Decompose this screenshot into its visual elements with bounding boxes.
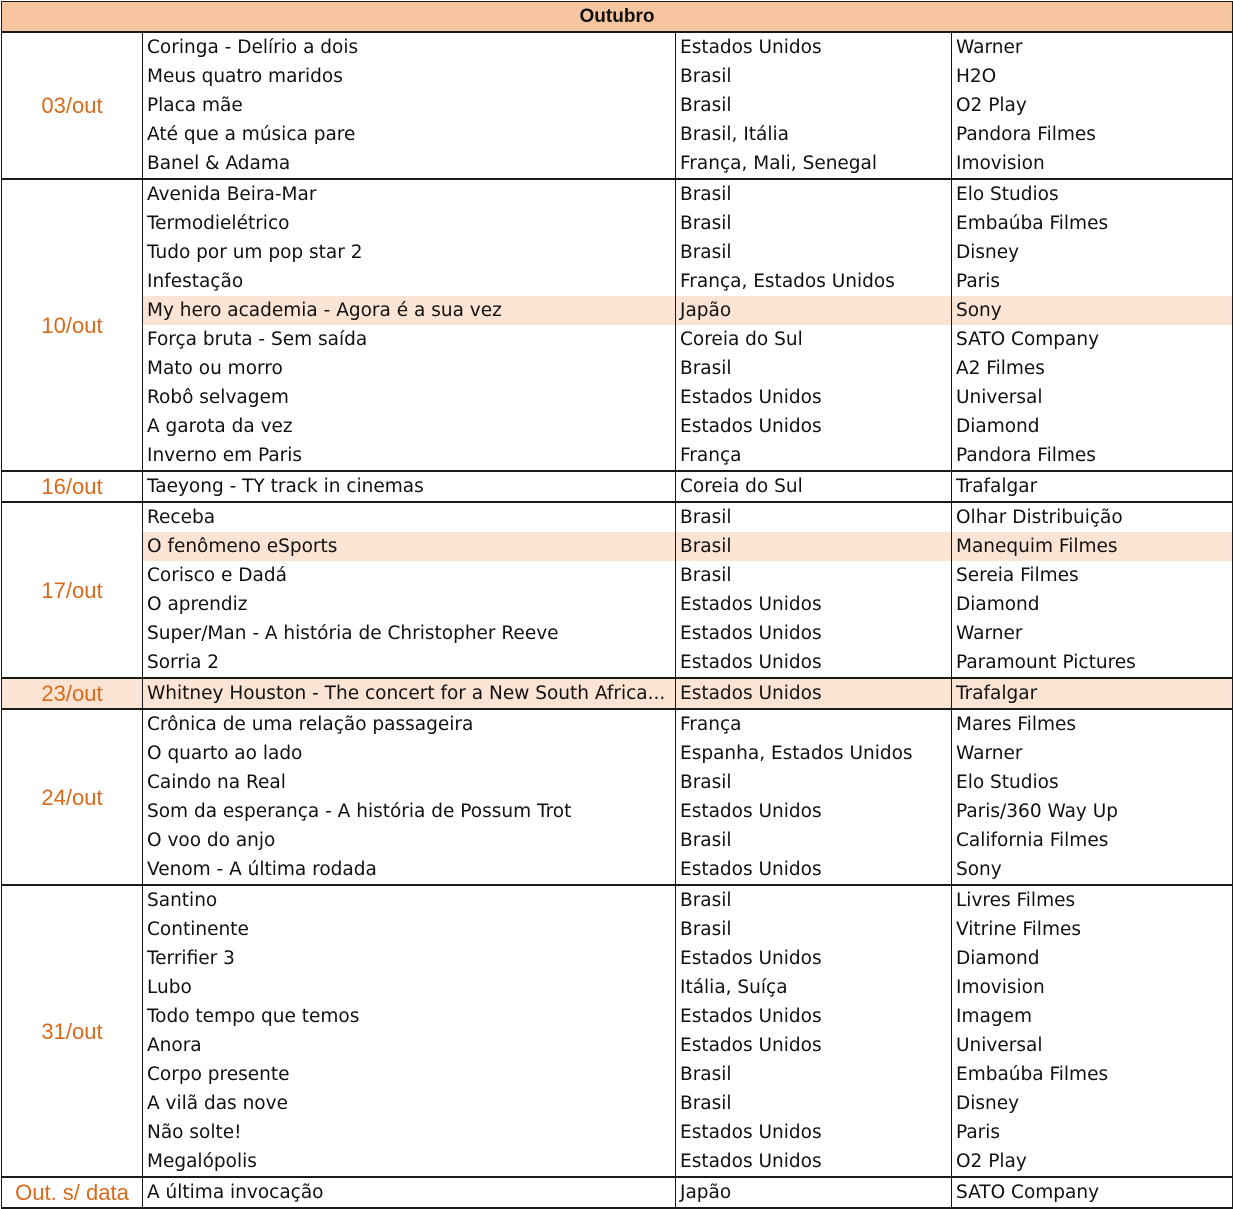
film-distributor: Warner [952,32,1233,62]
film-distributor: Trafalgar [952,678,1233,709]
film-country: Estados Unidos [676,1118,952,1147]
film-distributor: Mares Filmes [952,709,1233,739]
film-title: Robô selvagem [143,383,676,412]
film-distributor: Livres Filmes [952,885,1233,915]
table-row [2,739,1233,768]
table-row [2,120,1233,149]
table-row [2,855,1233,885]
film-distributor: Embaúba Filmes [952,1060,1233,1089]
table-row [2,915,1233,944]
table-row [2,32,1233,62]
table-row [2,1089,1233,1118]
film-country: Brasil [676,561,952,590]
table-row [2,354,1233,383]
film-title: Whitney Houston - The concert for a New South Africa... [143,678,676,709]
release-date: 17/out [2,502,143,678]
film-title: Inverno em Paris [143,441,676,471]
table-row [2,590,1233,619]
film-title: Avenida Beira-Mar [143,179,676,209]
film-title: My hero academia - Agora é a sua vez [143,296,676,325]
table-row [2,768,1233,797]
film-distributor: Diamond [952,590,1233,619]
film-country: Brasil [676,915,952,944]
film-distributor: Pandora Filmes [952,441,1233,471]
table-row [2,1002,1233,1031]
film-distributor: Elo Studios [952,768,1233,797]
table-row [2,532,1233,561]
film-distributor: H2O [952,62,1233,91]
film-title: Sorria 2 [143,648,676,678]
table-row [2,973,1233,1002]
table-row [2,209,1233,238]
film-distributor: O2 Play [952,91,1233,120]
film-country: Brasil [676,532,952,561]
table-row [2,1060,1233,1089]
film-distributor: Disney [952,238,1233,267]
film-country: Estados Unidos [676,1031,952,1060]
table-row [2,62,1233,91]
table-row [2,179,1233,209]
film-country: Estados Unidos [676,944,952,973]
film-title: Anora [143,1031,676,1060]
film-distributor: Sereia Filmes [952,561,1233,590]
film-title: Meus quatro maridos [143,62,676,91]
film-distributor: Vitrine Filmes [952,915,1233,944]
film-title: A garota da vez [143,412,676,441]
film-distributor: Embaúba Filmes [952,209,1233,238]
film-country: Estados Unidos [676,1147,952,1177]
table-row [2,944,1233,973]
film-country: França [676,709,952,739]
film-distributor: SATO Company [952,325,1233,354]
film-title: Lubo [143,973,676,1002]
film-country: Brasil [676,826,952,855]
film-country: Estados Unidos [676,1002,952,1031]
film-distributor: Sony [952,855,1233,885]
table-row [2,296,1233,325]
release-schedule-table [1,1,1233,1209]
table-row [2,619,1233,648]
table-row [2,1031,1233,1060]
film-distributor: Imovision [952,149,1233,179]
film-title: Todo tempo que temos [143,1002,676,1031]
table-row [2,648,1233,678]
film-title: O quarto ao lado [143,739,676,768]
film-distributor: Elo Studios [952,179,1233,209]
film-title: Taeyong - TY track in cinemas [143,471,676,502]
film-country: Japão [676,1177,952,1208]
film-country: França, Estados Unidos [676,267,952,296]
table-row [2,267,1233,296]
film-distributor: California Filmes [952,826,1233,855]
release-date: 31/out [2,885,143,1177]
film-title: O fenômeno eSports [143,532,676,561]
table-row [2,325,1233,354]
film-country: Estados Unidos [676,590,952,619]
film-country: França [676,441,952,471]
film-distributor: Olhar Distribuição [952,502,1233,532]
table-row [2,1118,1233,1147]
film-distributor: Warner [952,619,1233,648]
film-title: Força bruta - Sem saída [143,325,676,354]
film-distributor: Imovision [952,973,1233,1002]
release-date: 16/out [2,471,143,502]
table-row [2,709,1233,739]
film-distributor: Paramount Pictures [952,648,1233,678]
film-country: Coreia do Sul [676,325,952,354]
table-row [2,502,1233,532]
film-distributor: Paris/360 Way Up [952,797,1233,826]
release-date: 23/out [2,678,143,709]
film-country: Brasil [676,1089,952,1118]
film-title: O voo do anjo [143,826,676,855]
film-country: Brasil [676,502,952,532]
release-date: 03/out [2,32,143,179]
film-country: Itália, Suíça [676,973,952,1002]
film-country: Brasil [676,1060,952,1089]
film-distributor: O2 Play [952,1147,1233,1177]
month-header: Outubro [2,2,1233,33]
film-title: Termodielétrico [143,209,676,238]
film-title: Receba [143,502,676,532]
film-distributor: Sony [952,296,1233,325]
table-row [2,441,1233,471]
table-row [2,826,1233,855]
table-row [2,885,1233,915]
film-country: Brasil [676,354,952,383]
film-distributor: SATO Company [952,1177,1233,1208]
film-country: Estados Unidos [676,412,952,441]
film-title: Não solte! [143,1118,676,1147]
table-row [2,149,1233,179]
film-title: Caindo na Real [143,768,676,797]
table-row [2,561,1233,590]
film-country: Estados Unidos [676,648,952,678]
film-title: Terrifier 3 [143,944,676,973]
film-distributor: Warner [952,739,1233,768]
film-title: A vilã das nove [143,1089,676,1118]
film-title: Tudo por um pop star 2 [143,238,676,267]
film-country: Brasil, Itália [676,120,952,149]
film-country: Brasil [676,91,952,120]
film-country: Brasil [676,238,952,267]
film-country: Estados Unidos [676,678,952,709]
table-row [2,471,1233,502]
film-country: Brasil [676,179,952,209]
film-title: Som da esperança - A história de Possum Trot [143,797,676,826]
table-row [2,678,1233,709]
table-row [2,383,1233,412]
film-country: Espanha, Estados Unidos [676,739,952,768]
film-title: Banel & Adama [143,149,676,179]
release-date: Out. s/ data [2,1177,143,1208]
film-country: Estados Unidos [676,383,952,412]
film-title: A última invocação [143,1177,676,1208]
film-distributor: Paris [952,267,1233,296]
film-title: Coringa - Delírio a dois [143,32,676,62]
film-title: Crônica de uma relação passageira [143,709,676,739]
release-date: 24/out [2,709,143,885]
film-title: Até que a música pare [143,120,676,149]
film-title: Continente [143,915,676,944]
film-title: Super/Man - A história de Christopher Reeve [143,619,676,648]
film-country: França, Mali, Senegal [676,149,952,179]
table-row [2,238,1233,267]
film-distributor: Diamond [952,412,1233,441]
film-country: Estados Unidos [676,797,952,826]
film-country: Brasil [676,768,952,797]
film-title: Corisco e Dadá [143,561,676,590]
film-title: Megalópolis [143,1147,676,1177]
film-title: Placa mãe [143,91,676,120]
film-title: Mato ou morro [143,354,676,383]
film-country: Brasil [676,209,952,238]
film-country: Estados Unidos [676,855,952,885]
release-date: 10/out [2,179,143,471]
film-distributor: Pandora Filmes [952,120,1233,149]
film-distributor: Universal [952,1031,1233,1060]
film-title: Venom - A última rodada [143,855,676,885]
film-distributor: Paris [952,1118,1233,1147]
film-title: Corpo presente [143,1060,676,1089]
film-distributor: Imagem [952,1002,1233,1031]
film-distributor: Manequim Filmes [952,532,1233,561]
film-distributor: Universal [952,383,1233,412]
table-row [2,412,1233,441]
table-row [2,1147,1233,1177]
film-country: Japão [676,296,952,325]
film-title: O aprendiz [143,590,676,619]
film-distributor: Disney [952,1089,1233,1118]
film-country: Estados Unidos [676,619,952,648]
film-country: Coreia do Sul [676,471,952,502]
table-row [2,91,1233,120]
schedule-body [2,32,1233,1208]
film-distributor: A2 Filmes [952,354,1233,383]
table-row [2,1177,1233,1208]
film-distributor: Diamond [952,944,1233,973]
film-distributor: Trafalgar [952,471,1233,502]
film-title: Infestação [143,267,676,296]
film-country: Estados Unidos [676,32,952,62]
table-row [2,797,1233,826]
film-title: Santino [143,885,676,915]
film-country: Brasil [676,885,952,915]
film-country: Brasil [676,62,952,91]
